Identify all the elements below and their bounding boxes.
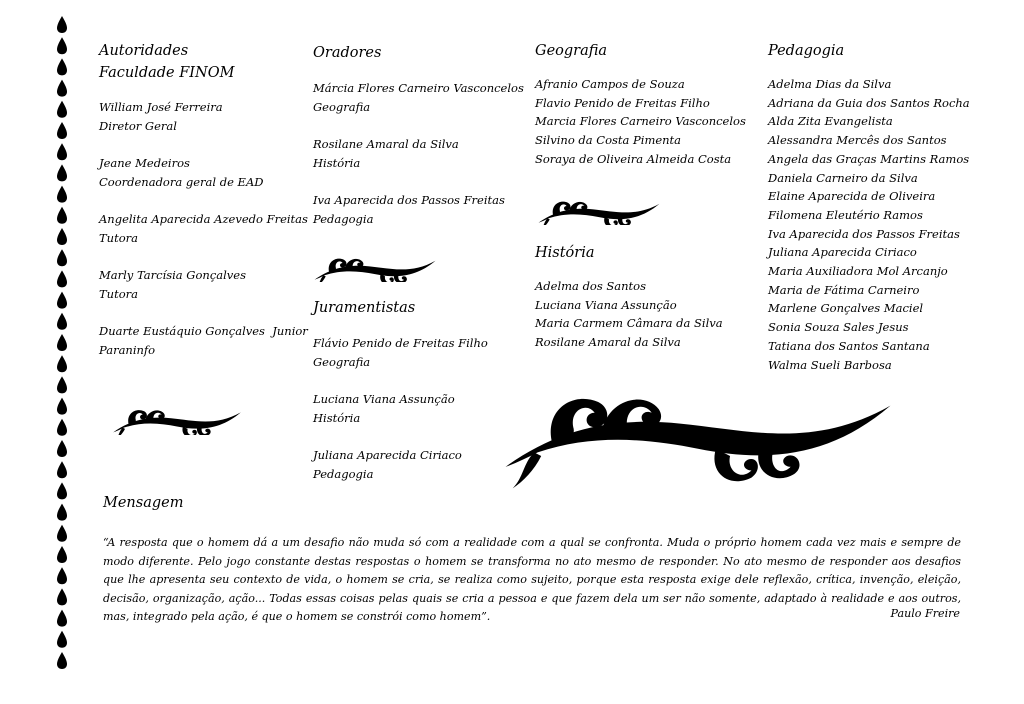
history-title: História [535, 245, 595, 261]
teardrop-icon [57, 652, 67, 669]
list-item: Walma Sueli Barbosa [768, 357, 892, 372]
teardrop-icon [57, 440, 67, 457]
list-item: Silvino da Costa Pimenta [535, 133, 682, 148]
pedagogy-column [768, 40, 998, 374]
teardrop-icon [57, 504, 67, 521]
history-column [535, 242, 755, 352]
teardrop-icon [57, 525, 67, 542]
teardrop-icon [57, 207, 67, 224]
teardrop-icon [57, 80, 67, 97]
list-item: Juliana Aparecida Ciriaco [768, 245, 917, 260]
geography-column [535, 40, 755, 169]
teardrop-icon [57, 292, 67, 309]
teardrop-icon [57, 567, 67, 584]
person-name: Duarte Eustáquio Gonçalves Junior [99, 324, 308, 338]
oath-entry [313, 334, 523, 371]
list-item: Elaine Aparecida de Oliveira [768, 189, 936, 204]
authorities-column [99, 40, 308, 359]
person-name: Iva Aparecida dos Passos Freitas [313, 193, 505, 207]
authority-entry [99, 210, 308, 247]
list-item: Maria de Fátima Carneiro [768, 282, 920, 297]
teardrop-icon [57, 355, 67, 372]
oath-title: Juramentistas [313, 300, 416, 316]
speaker-entry [313, 191, 523, 228]
person-name: Luciana Viana Assunção [313, 392, 455, 406]
person-role: Diretor Geral [99, 118, 177, 133]
message-text: “A resposta que o homem dá a um desafio não muda só com a realidade com a qual se confronta. Muda o próprio homem cada vez mais e sempre de modo diferente. Pelo jogo constante destas respostas o homem se transforma no ato mesmo de responder. No ato mesmo de responder aos desafios que lhe apresenta seu contexto de vida, o homem se cria, se realiza como sujeito, porque esta resposta exige dele reflexão, crítica, invenção, eleição, decisão, organização, ação... Todas essas coisas pelas quais se cria a pessoa e que fazem dela um ser não somente, adaptado à realidade e aos outros, mas, integrado pela ação, é que o homem se constrói como homem”. [103, 536, 961, 624]
authorities-title: Autoridades [99, 43, 189, 59]
wave-flourish-icon [535, 197, 663, 225]
geography-title: Geografia [535, 43, 608, 59]
list-item: Sonia Souza Sales Jesus [768, 320, 909, 335]
teardrop-icon [57, 376, 67, 393]
teardrop-icon [57, 398, 67, 415]
person-name: Rosilane Amaral da Silva [313, 137, 459, 151]
person-role: Tutora [99, 286, 138, 301]
person-name: Angelita Aparecida Azevedo Freitas [99, 212, 308, 226]
teardrop-border-icon [52, 16, 72, 676]
teardrop-icon [57, 122, 67, 139]
oath-entry [313, 446, 523, 483]
list-item: Soraya de Oliveira Almeida Costa [535, 151, 732, 166]
wave-flourish-icon [502, 384, 894, 492]
teardrop-icon [57, 546, 67, 563]
person-role: Tutora [99, 230, 138, 245]
teardrop-icon [57, 313, 67, 330]
speakers-column [313, 40, 523, 228]
pedagogy-list [768, 75, 998, 374]
history-list [535, 277, 755, 352]
person-name: Marly Tarcísia Gonçalves [99, 268, 246, 282]
wave-flourish-icon [112, 405, 242, 435]
person-name: Jeane Medeiros [99, 156, 190, 170]
teardrop-icon [57, 228, 67, 245]
list-item: Maria Auxiliadora Mol Arcanjo [768, 264, 948, 279]
teardrop-icon [57, 588, 67, 605]
list-item: Alessandra Mercês dos Santos [768, 133, 947, 148]
authority-entry [99, 154, 299, 191]
person-name: William José Ferreira [99, 100, 223, 114]
wave-flourish-icon [311, 254, 439, 282]
message-title: Mensagem [103, 495, 184, 511]
geography-list [535, 75, 755, 169]
person-role: Coordenadora geral de EAD [99, 174, 264, 189]
list-item: Iva Aparecida dos Passos Freitas [768, 226, 960, 241]
teardrop-icon [57, 419, 67, 436]
list-item: Adelma dos Santos [535, 279, 646, 293]
teardrop-icon [57, 58, 67, 75]
list-item: Marcia Flores Carneiro Vasconcelos [535, 114, 746, 129]
person-name: Juliana Aparecida Ciriaco [313, 448, 462, 462]
list-item: Maria Carmem Câmara da Silva [535, 316, 723, 331]
person-role: História [313, 155, 361, 170]
teardrop-icon [57, 461, 67, 478]
list-item: Tatiana dos Santos Santana [768, 338, 930, 353]
authority-entry [99, 322, 308, 359]
person-name: Flávio Penido de Freitas Filho [313, 336, 488, 350]
teardrop-icon [57, 631, 67, 648]
list-item: Adelma Dias da Silva [768, 77, 892, 91]
authority-entry [99, 266, 299, 303]
list-item: Marlene Gonçalves Maciel [768, 301, 924, 316]
oath-column [313, 297, 523, 483]
teardrop-icon [57, 482, 67, 499]
person-role: Paraninfo [99, 342, 156, 357]
person-role: Pedagogia [313, 211, 374, 226]
teardrop-icon [57, 37, 67, 54]
list-item: Filomena Eleutério Ramos [768, 207, 923, 222]
list-item: Afranio Campos de Souza [535, 77, 685, 91]
person-role: História [313, 410, 361, 425]
teardrop-icon [57, 143, 67, 160]
teardrop-icon [57, 164, 67, 181]
list-item: Daniela Carneiro da Silva [768, 170, 918, 185]
message-author: Paulo Freire [890, 607, 960, 620]
authority-entry [99, 98, 299, 135]
teardrop-icon [57, 610, 67, 627]
teardrop-icon [57, 334, 67, 351]
person-name: Márcia Flores Carneiro Vasconcelos [313, 81, 524, 95]
speaker-entry [313, 135, 523, 172]
teardrop-icon [57, 101, 67, 118]
authorities-subtitle: Faculdade FINOM [99, 65, 235, 81]
person-role: Geografia [313, 99, 371, 114]
speaker-entry [313, 79, 523, 116]
list-item: Alda Zita Evangelista [768, 114, 893, 129]
list-item: Adriana da Guia dos Santos Rocha [768, 95, 970, 110]
list-item: Angela das Graças Martins Ramos [768, 151, 970, 166]
oath-entry [313, 390, 523, 427]
teardrop-icon [57, 186, 67, 203]
list-item: Rosilane Amaral da Silva [535, 335, 681, 350]
person-role: Geografia [313, 354, 371, 369]
teardrop-icon [57, 16, 67, 33]
teardrop-icon [57, 270, 67, 287]
pedagogy-title: Pedagogia [768, 43, 845, 59]
person-role: Pedagogia [313, 466, 374, 481]
speakers-title: Oradores [313, 45, 382, 61]
teardrop-icon [57, 249, 67, 266]
list-item: Flavio Penido de Freitas Filho [535, 95, 710, 110]
list-item: Luciana Viana Assunção [535, 297, 677, 312]
